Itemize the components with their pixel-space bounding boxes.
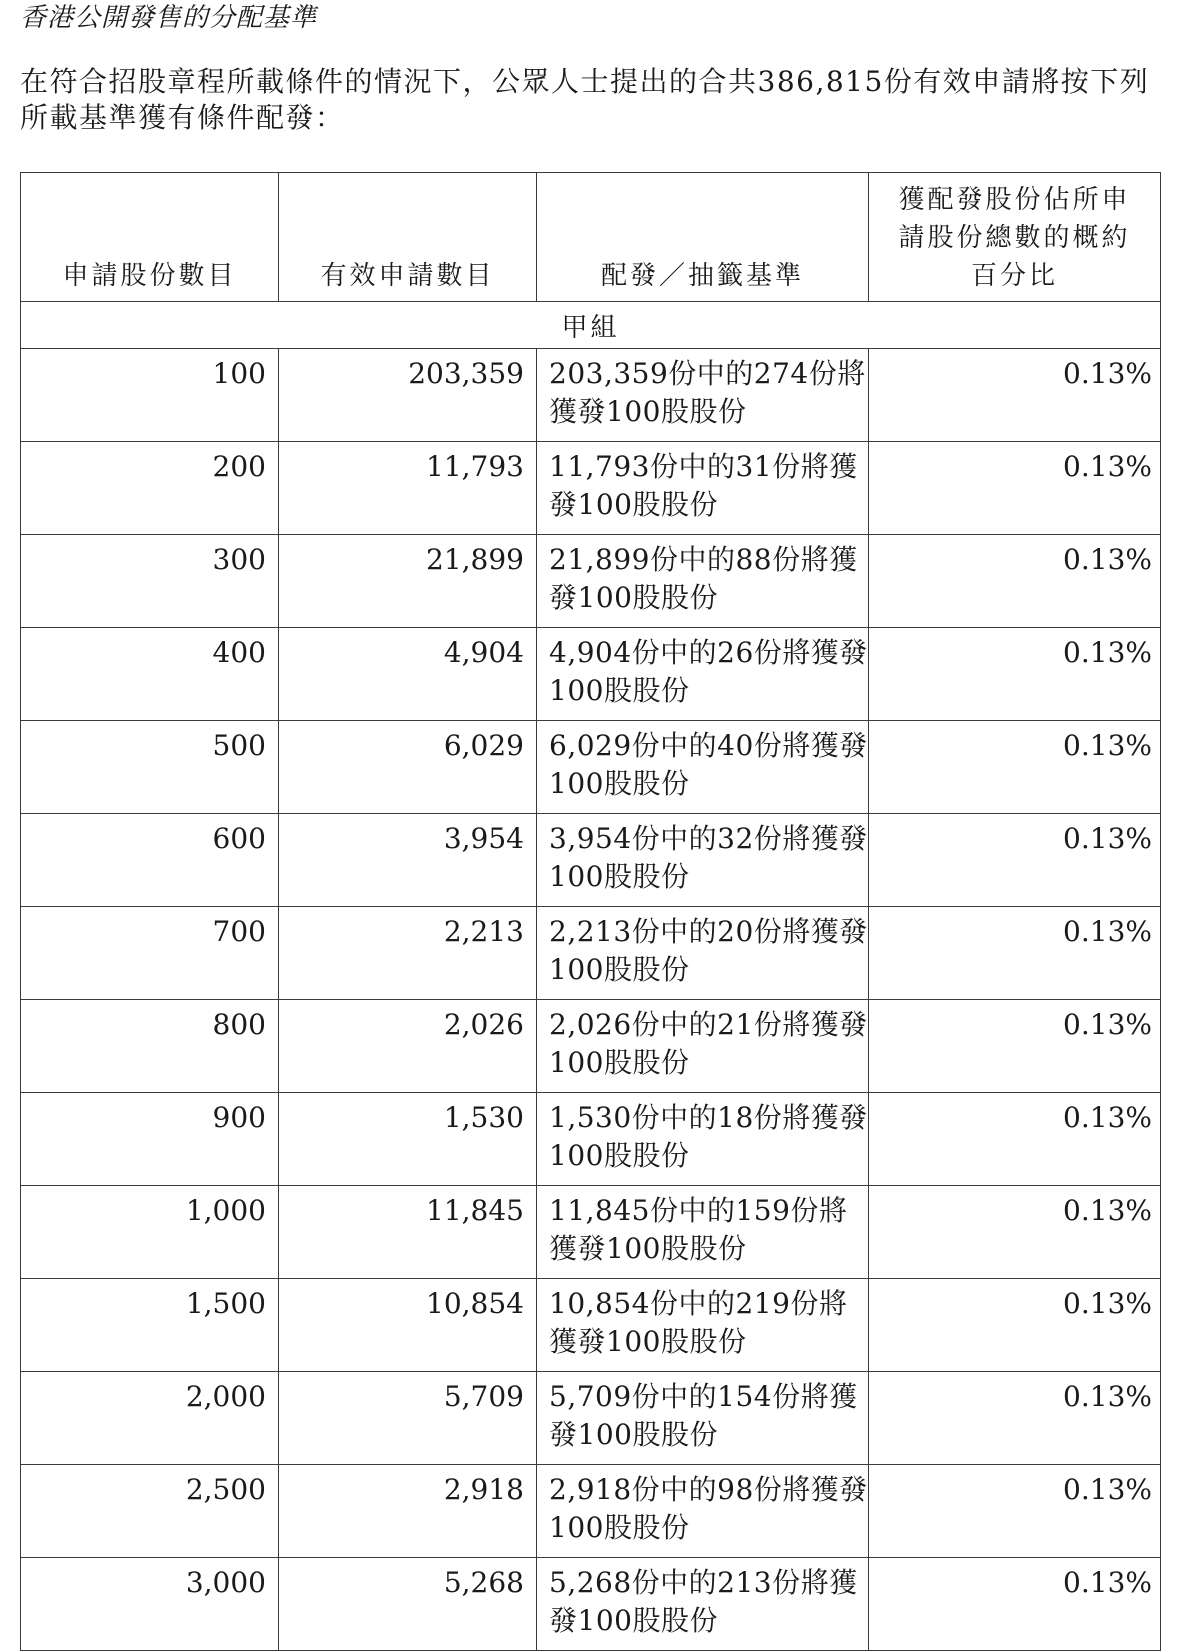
cell-allocation-basis: 4,904份中的26份將獲發100股股份 [537, 628, 869, 721]
table-row [21, 535, 1161, 628]
cell-shares-applied: 1,500 [21, 1279, 279, 1372]
cell-allocation-basis: 2,213份中的20份將獲發100股股份 [537, 907, 869, 1000]
cell-approx-percentage: 0.13% [869, 1279, 1161, 1372]
cell-shares-applied: 400 [21, 628, 279, 721]
table-row [21, 814, 1161, 907]
page-title: 香港公開發售的分配基準 [20, 3, 318, 33]
cell-approx-percentage: 0.13% [869, 721, 1161, 814]
cell-approx-percentage: 0.13% [869, 814, 1161, 907]
cell-shares-applied: 100 [21, 349, 279, 442]
table-row [21, 442, 1161, 535]
table-row [21, 1093, 1161, 1186]
cell-shares-applied: 2,500 [21, 1465, 279, 1558]
cell-allocation-basis: 1,530份中的18份將獲發100股股份 [537, 1093, 869, 1186]
header-approx-percentage: 獲配發股份佔所申請股份總數的概約百分比 [869, 173, 1161, 302]
cell-valid-applications: 2,026 [279, 1000, 537, 1093]
intro-paragraph: 在符合招股章程所載條件的情況下，公眾人士提出的合共386,815份有效申請將按下列所載基準獲有條件配發： [20, 65, 1150, 134]
cell-valid-applications: 11,845 [279, 1186, 537, 1279]
cell-approx-percentage: 0.13% [869, 628, 1161, 721]
cell-valid-applications: 5,268 [279, 1558, 537, 1651]
cell-approx-percentage: 0.13% [869, 349, 1161, 442]
cell-approx-percentage: 0.13% [869, 1000, 1161, 1093]
table-row [21, 1186, 1161, 1279]
cell-approx-percentage: 0.13% [869, 1465, 1161, 1558]
cell-allocation-basis: 21,899份中的88份將獲發100股股份 [537, 535, 869, 628]
cell-allocation-basis: 2,026份中的21份將獲發100股股份 [537, 1000, 869, 1093]
cell-valid-applications: 3,954 [279, 814, 537, 907]
table-header-row [21, 173, 1161, 302]
cell-allocation-basis: 2,918份中的98份將獲發100股股份 [537, 1465, 869, 1558]
cell-valid-applications: 6,029 [279, 721, 537, 814]
group-row [21, 302, 1161, 349]
cell-allocation-basis: 3,954份中的32份將獲發100股股份 [537, 814, 869, 907]
cell-valid-applications: 1,530 [279, 1093, 537, 1186]
cell-valid-applications: 2,213 [279, 907, 537, 1000]
cell-approx-percentage: 0.13% [869, 442, 1161, 535]
table-row [21, 1000, 1161, 1093]
header-allocation-basis: 配發／抽籤基準 [537, 173, 869, 302]
cell-shares-applied: 500 [21, 721, 279, 814]
cell-valid-applications: 21,899 [279, 535, 537, 628]
cell-shares-applied: 700 [21, 907, 279, 1000]
cell-shares-applied: 300 [21, 535, 279, 628]
cell-valid-applications: 11,793 [279, 442, 537, 535]
cell-shares-applied: 800 [21, 1000, 279, 1093]
cell-approx-percentage: 0.13% [869, 1186, 1161, 1279]
cell-shares-applied: 900 [21, 1093, 279, 1186]
cell-allocation-basis: 10,854份中的219份將獲發100股股份 [537, 1279, 869, 1372]
cell-allocation-basis: 203,359份中的274份將獲發100股股份 [537, 349, 869, 442]
group-label: 甲組 [21, 302, 1161, 349]
cell-allocation-basis: 6,029份中的40份將獲發100股股份 [537, 721, 869, 814]
table-row [21, 1372, 1161, 1465]
cell-shares-applied: 600 [21, 814, 279, 907]
cell-approx-percentage: 0.13% [869, 907, 1161, 1000]
cell-shares-applied: 3,000 [21, 1558, 279, 1651]
cell-shares-applied: 1,000 [21, 1186, 279, 1279]
cell-approx-percentage: 0.13% [869, 535, 1161, 628]
table-row [21, 349, 1161, 442]
cell-valid-applications: 5,709 [279, 1372, 537, 1465]
cell-approx-percentage: 0.13% [869, 1558, 1161, 1651]
cell-shares-applied: 200 [21, 442, 279, 535]
cell-approx-percentage: 0.13% [869, 1093, 1161, 1186]
cell-allocation-basis: 5,709份中的154份將獲發100股股份 [537, 1372, 869, 1465]
allocation-table [20, 172, 1161, 1651]
cell-valid-applications: 203,359 [279, 349, 537, 442]
table-row [21, 1279, 1161, 1372]
table-row [21, 1558, 1161, 1651]
cell-valid-applications: 2,918 [279, 1465, 537, 1558]
table-row [21, 628, 1161, 721]
cell-valid-applications: 10,854 [279, 1279, 537, 1372]
header-valid-applications: 有效申請數目 [279, 173, 537, 302]
cell-allocation-basis: 5,268份中的213份將獲發100股股份 [537, 1558, 869, 1651]
table-row [21, 1465, 1161, 1558]
table-row [21, 907, 1161, 1000]
cell-approx-percentage: 0.13% [869, 1372, 1161, 1465]
cell-shares-applied: 2,000 [21, 1372, 279, 1465]
cell-valid-applications: 4,904 [279, 628, 537, 721]
cell-allocation-basis: 11,793份中的31份將獲發100股股份 [537, 442, 869, 535]
cell-allocation-basis: 11,845份中的159份將獲發100股股份 [537, 1186, 869, 1279]
header-shares-applied: 申請股份數目 [21, 173, 279, 302]
table-row [21, 721, 1161, 814]
